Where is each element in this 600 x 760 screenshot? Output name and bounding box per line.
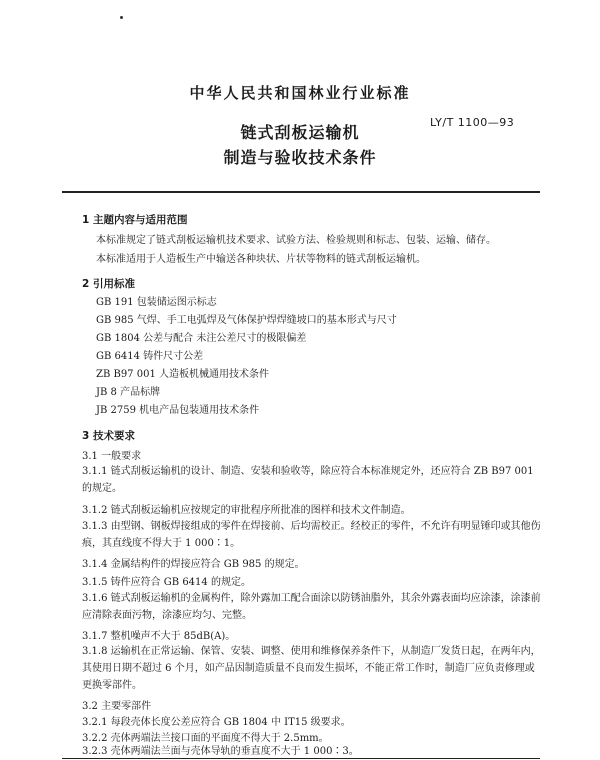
clause-3-2-1: 3.2.1 每段壳体长度公差应符合 GB 1804 中 IT15 级要求。 bbox=[82, 717, 351, 728]
clause-3-1-8: 3.1.8 运输机在正常运输、保管、安装、调整、使用和维修保养条件下，从制造厂发货日起，在两年内，其使用日期不超过 6 个月，如产品因制造质量不良而发生损坏，不能正常工作时，制造厂应负责修理或更换零部件。 bbox=[82, 646, 541, 691]
title-line-1: 链式刮板运输机 bbox=[240, 123, 360, 142]
standard-code: LY/T 1100—93 bbox=[430, 116, 515, 129]
clause-3-1-3: 3.1.3 由型钢、钢板焊接组成的零件在焊接前、后均需校正。经校正的零件，不允许有明显锤印或其他伤痕，其直线度不得大于 1 000∶1。 bbox=[82, 521, 541, 549]
clause-3-1-2: 3.1.2 链式刮板运输机应按规定的审批程序所批准的图样和技术文件制造。 bbox=[82, 505, 411, 516]
reference-item: ZB B97 001 人造板机械通用技术条件 bbox=[96, 369, 269, 380]
clause-3-1-4: 3.1.4 金属结构件的焊接应符合 GB 985 的规定。 bbox=[82, 559, 305, 570]
clause-3-1-6: 3.1.6 链式刮板运输机的金属构件，除外露加工配合面涂以防锈油脂外，其余外露表面均应涂漆，涂漆前应清除表面污物，涂漆应均匀、完整。 bbox=[82, 593, 541, 621]
footer-divider bbox=[62, 758, 540, 759]
clause-3-1-5: 3.1.5 铸件应符合 GB 6414 的规定。 bbox=[82, 577, 251, 588]
reference-item: GB 191 包装储运图示标志 bbox=[96, 297, 217, 308]
reference-item: JB 8 产品标牌 bbox=[96, 387, 161, 398]
header-divider bbox=[62, 191, 540, 193]
clause-3-1-heading: 3.1 一般要求 bbox=[82, 451, 142, 462]
scan-speck bbox=[120, 16, 123, 19]
section-1-paragraph-1: 本标准规定了链式刮板运输机技术要求、试验方法、检验规则和标志、包装、运输、储存。 bbox=[96, 235, 496, 246]
reference-item: JB 2759 机电产品包装通用技术条件 bbox=[96, 405, 260, 416]
reference-item: GB 985 气焊、手工电弧焊及气体保护焊焊缝坡口的基本形式与尺寸 bbox=[96, 315, 397, 326]
clause-3-1-1: 3.1.1 链式刮板运输机的设计、制造、安装和验收等，除应符合本标准规定外，还应符合 ZB B97 001 的规定。 bbox=[82, 466, 534, 494]
standard-org-header: 中华人民共和国林业行业标准 bbox=[189, 84, 411, 102]
section-2-heading: 2 引用标准 bbox=[82, 278, 135, 290]
section-1-paragraph-2: 本标准适用于人造板生产中输送各种块状、片状等物料的链式刮板运输机。 bbox=[96, 254, 426, 265]
section-1-heading: 1 主题内容与适用范围 bbox=[82, 214, 188, 226]
title-line-2: 制造与验收技术条件 bbox=[223, 148, 377, 167]
section-3-heading: 3 技术要求 bbox=[82, 430, 135, 442]
clause-3-2-3: 3.2.3 壳体两端法兰面与壳体导轨的垂直度不大于 1 000∶3。 bbox=[82, 746, 359, 757]
reference-item: GB 1804 公差与配合 未注公差尺寸的极限偏差 bbox=[96, 333, 307, 344]
clause-3-2-2: 3.2.2 壳体两端法兰接口面的平面度不得大于 2.5mm。 bbox=[82, 733, 329, 744]
reference-item: GB 6414 铸件尺寸公差 bbox=[96, 351, 204, 362]
clause-3-2-heading: 3.2 主要零部件 bbox=[82, 701, 152, 712]
clause-3-1-7: 3.1.7 整机噪声不大于 85dB(A)。 bbox=[82, 631, 236, 642]
